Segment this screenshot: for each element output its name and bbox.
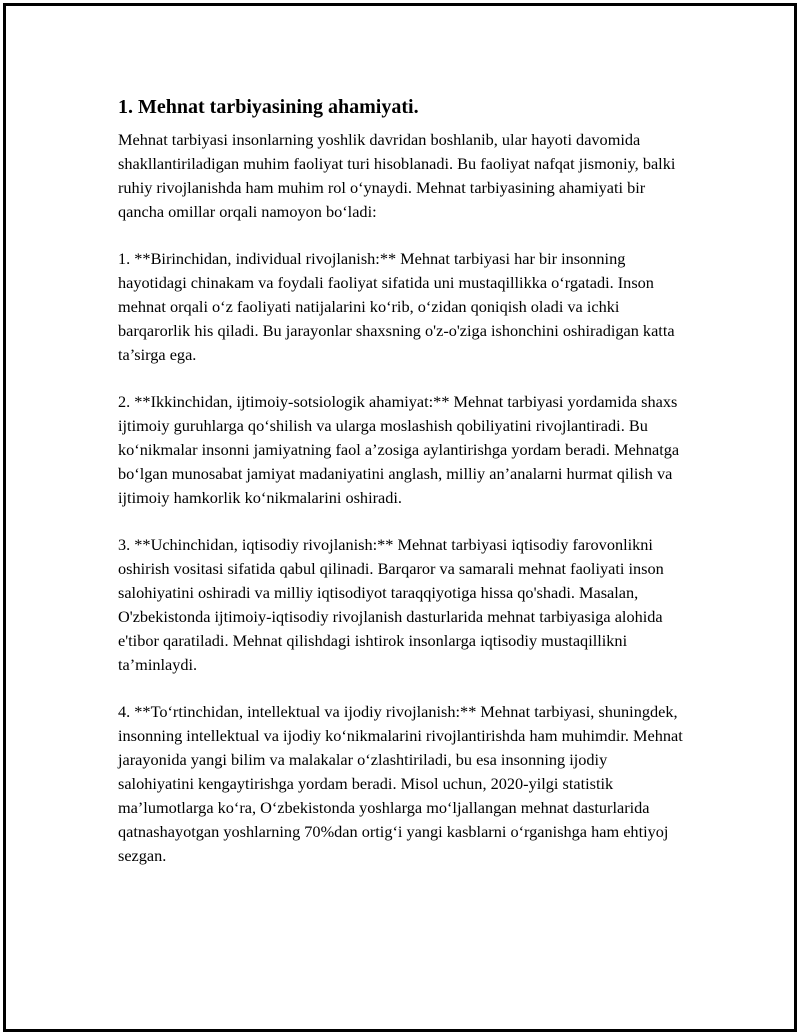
intro-paragraph: Mehnat tarbiyasi insonlarning yoshlik davridan boshlanib, ular hayoti davomida shakllantiriladigan muhim faoliyat turi hisoblanadi. Bu faoliyat nafqat jismoniy, balki ruhiy rivojlanishda ham muhim rol o‘ynaydi. Mehnat tarbiyasining ahamiyati bir qancha omillar orqali namoyon bo‘ladi: xyxy=(118,130,676,221)
document-body xyxy=(118,94,684,891)
section-heading: 1. Mehnat tarbiyasining ahamiyati. xyxy=(118,96,419,118)
paragraph-economic-development: 3. **Uchinchidan, iqtisodiy rivojlanish:** Mehnat tarbiyasi iqtisodiy farovonlikni oshirish vositasi sifatida qabul qilinadi. Barqaror va samarali mehnat faoliyati inson salohiyatini oshiradi va milliy iqtisodiyot taraqqiyotiga hissa qo'shadi. Masalan, O'zbekistonda ijtimoiy-iqtisodiy rivojlanish dasturlarida mehnat tarbiyasiga alohida e'tibor qaratiladi. Mehnat qilishdagi ishtirok insonlarga iqtisodiy mustaqillikni ta’minlaydi. xyxy=(118,535,664,674)
paragraph-intellectual-development: 4. **To‘rtinchidan, intellektual va ijodiy rivojlanish:** Mehnat tarbiyasi, shuningdek, insonning intellektual va ijodiy ko‘nikmalarini rivojlantirishda ham muhimdir. Mehnat jarayonida yangi bilim va malakalar o‘zlashtiriladi, bu esa insonning ijodiy salohiyatini kengaytirishga yordam beradi. Misol uchun, 2020-yilgi statistik ma’lumotlarga ko‘ra, O‘zbekistonda yoshlarga mo‘ljallangan mehnat dasturlarida qatnashayotgan yoshlarning 70%dan ortig‘i yangi kasblarni o‘rganishga ham ehtiyoj sezgan. xyxy=(118,702,683,865)
paragraph-social-significance: 2. **Ikkinchidan, ijtimoiy-sotsiologik ahamiyat:** Mehnat tarbiyasi yordamida shaxs ijtimoiy guruhlarga qo‘shilish va ularga moslashish qobiliyatini rivojlantiradi. Bu ko‘nikmalar insonni jamiyatning faol a’zosiga aylantirishga yordam beradi. Mehnatga bo‘lgan munosabat jamiyat madaniyatini anglash, milliy an’analarni hurmat qilish va ijtimoiy hamkorlik ko‘nikmalarini oshiradi. xyxy=(118,392,680,507)
paragraph-individual-development: 1. **Birinchidan, individual rivojlanish:** Mehnat tarbiyasi har bir insonning hayotidagi chinakam va foydali faoliyat sifatida uni mustaqillikka o‘rgatadi. Inson mehnat orqali o‘z faoliyati natijalarini ko‘rib, o‘zidan qoniqish oladi va ichki barqarorlik his qiladi. Bu jarayonlar shaxsning o'z-o'ziga ishonchini oshiradigan katta ta’sirga ega. xyxy=(118,249,675,364)
